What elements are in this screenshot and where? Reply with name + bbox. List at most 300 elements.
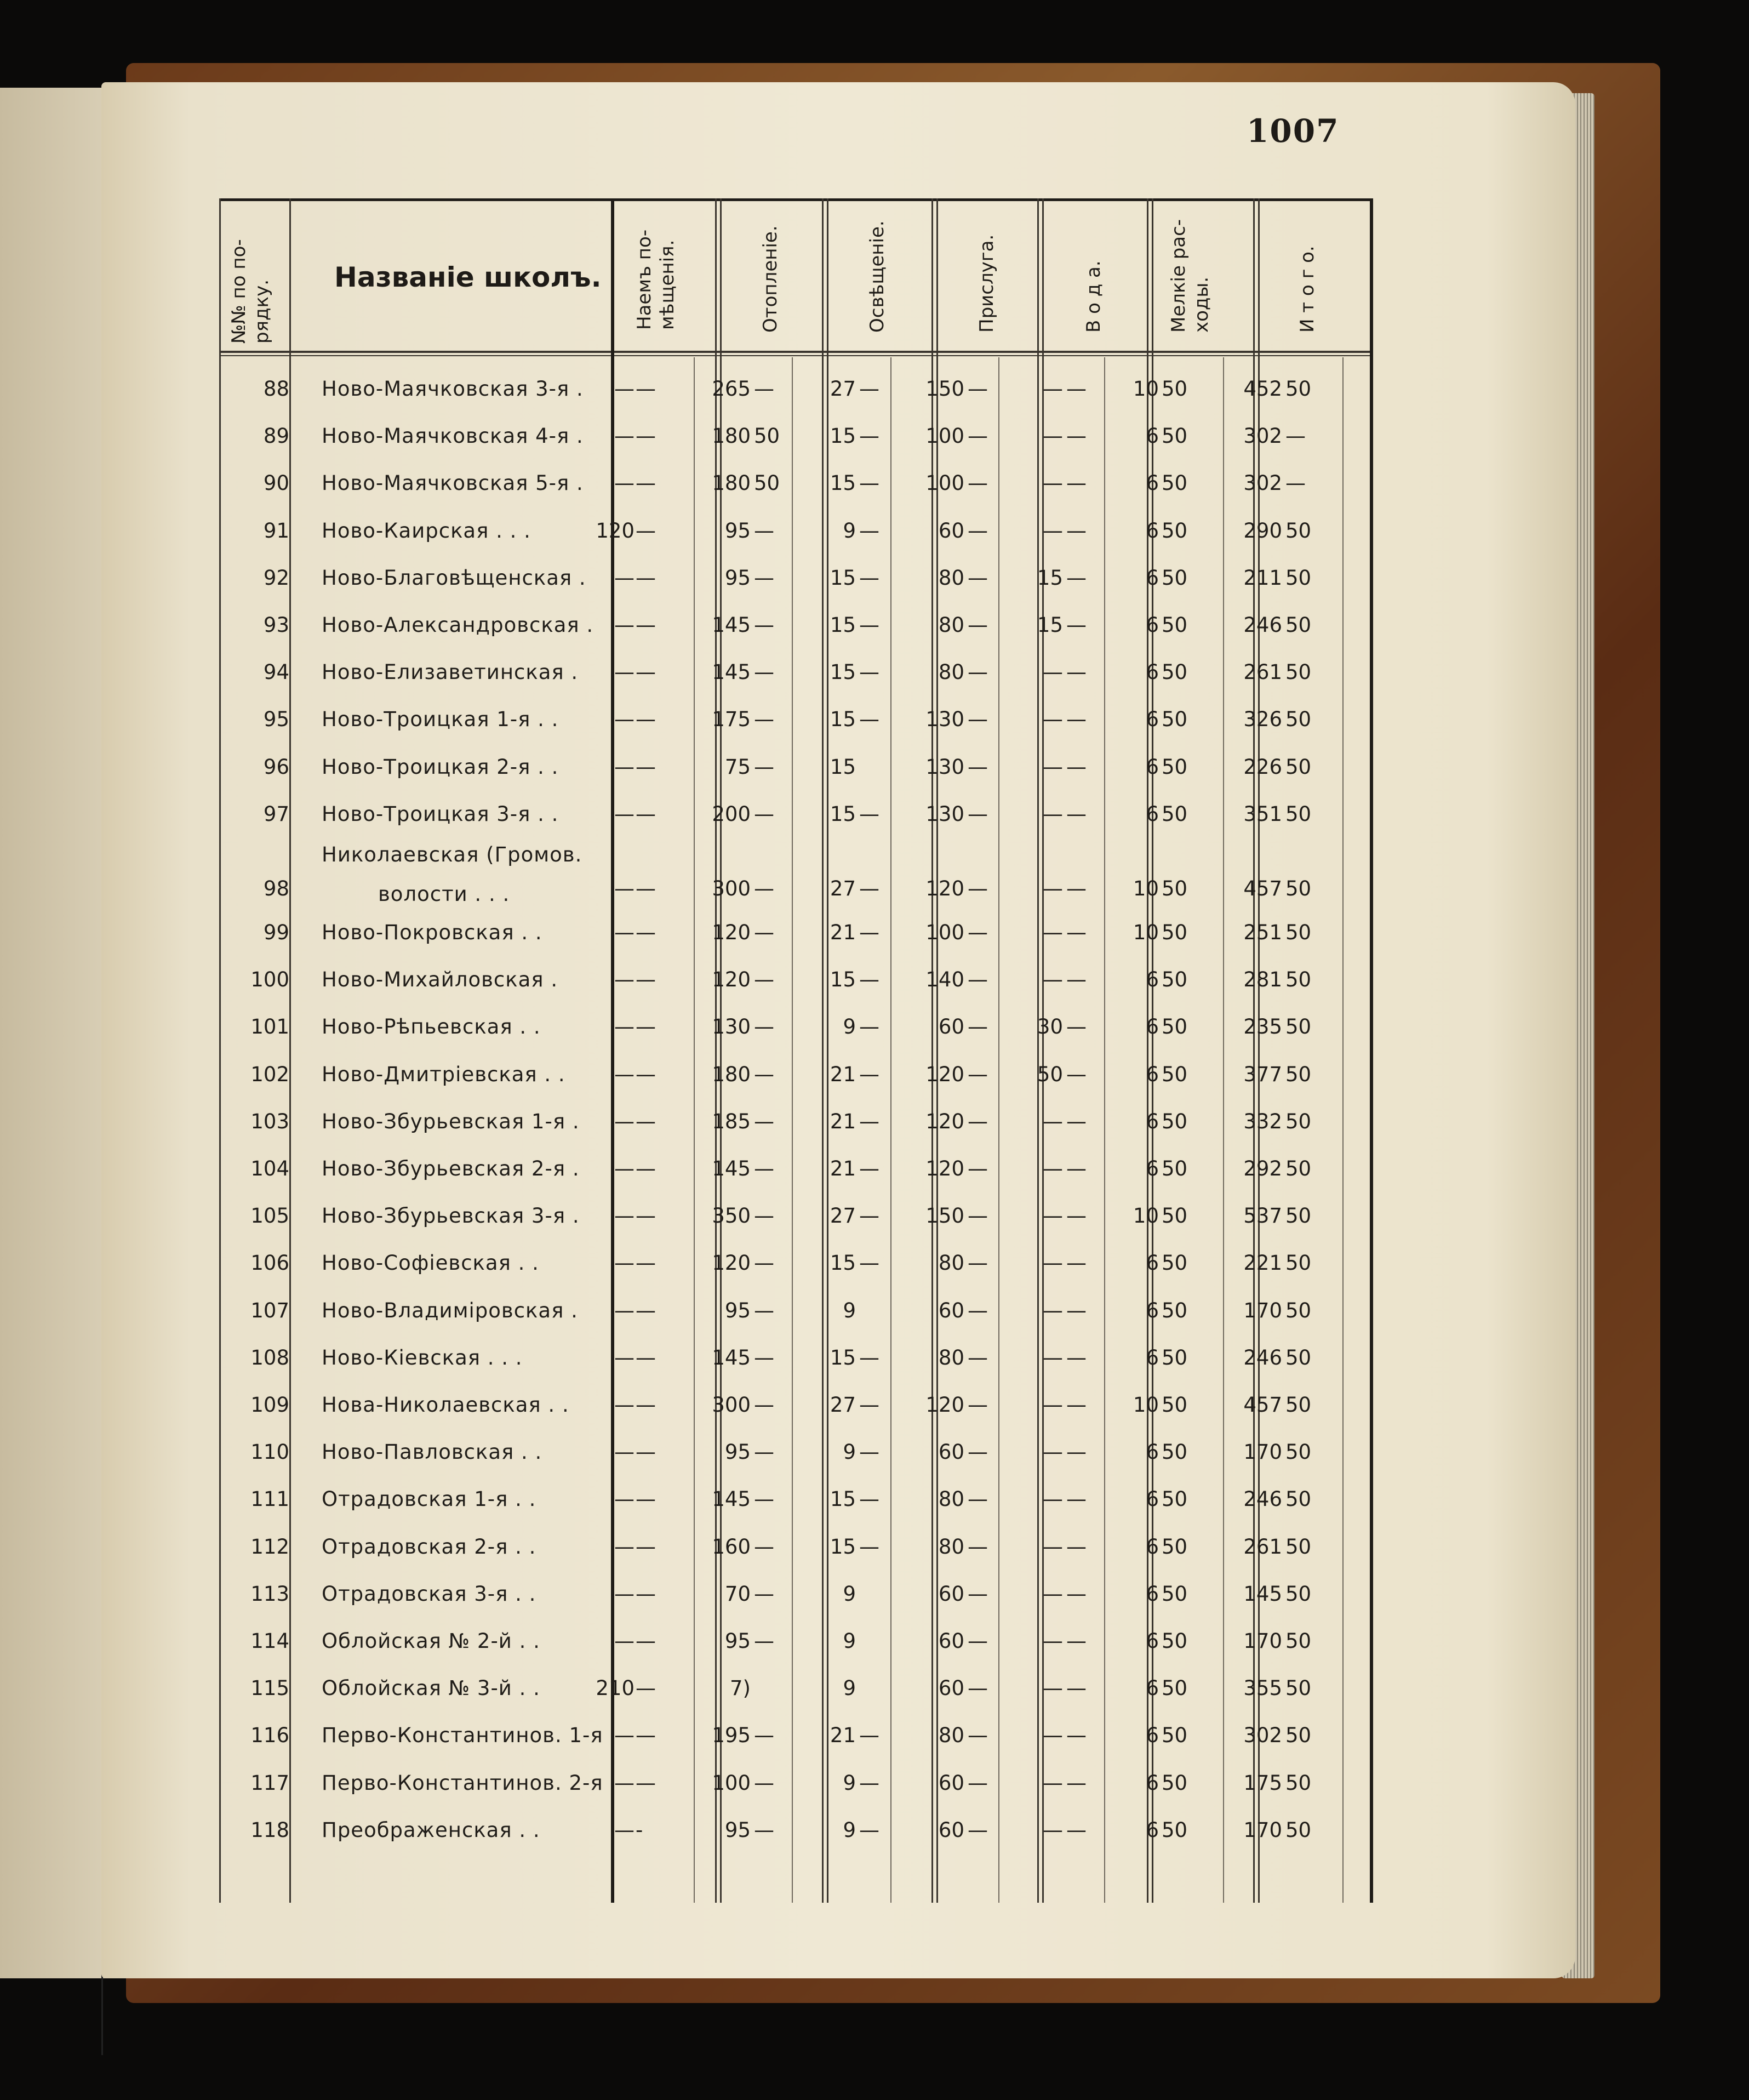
cell-serv: 150 <box>925 377 964 401</box>
cell-light-k: — <box>859 424 879 448</box>
table-row <box>219 1578 1370 1611</box>
cell-water: — <box>1043 660 1063 684</box>
cell-petty-k: 50 <box>1162 1109 1188 1133</box>
cell-petty: 6 <box>1146 1015 1159 1039</box>
cell-petty: 6 <box>1146 1629 1159 1653</box>
header-rule <box>219 351 1370 353</box>
table-row <box>219 703 1370 736</box>
cell-rent-k: — <box>636 660 656 684</box>
cell-heat-k: — <box>754 613 774 637</box>
table-row <box>219 751 1370 784</box>
cell-serv-k: — <box>968 1345 988 1369</box>
cell-rent-k: — <box>636 1109 656 1133</box>
cell-heat: 300 <box>712 1393 751 1417</box>
cell-water-k: — <box>1066 1487 1087 1511</box>
cell-petty: 6 <box>1146 566 1159 590</box>
school-expenses-table <box>219 198 1381 1903</box>
cell-total-k: 50 <box>1285 755 1312 779</box>
cell-petty: 6 <box>1146 1298 1159 1322</box>
cell-petty-k: 50 <box>1162 1534 1188 1559</box>
cell-serv: 140 <box>925 968 964 992</box>
cell-name: Ново-Каирская . . . <box>322 518 531 543</box>
table-row <box>219 843 1370 906</box>
cell-light-k: — <box>859 877 879 900</box>
cell-serv-k: — <box>968 424 988 448</box>
cell-serv: 60 <box>938 1629 964 1653</box>
header-heating: Отопленіе. <box>759 225 781 333</box>
cell-serv-k: — <box>968 1818 988 1842</box>
cell-n: 91 <box>263 518 289 543</box>
cell-n: 101 <box>250 1015 289 1039</box>
cell-light-k: — <box>859 1724 879 1748</box>
cell-light: 9 <box>843 1629 856 1653</box>
cell-water-k: — <box>1066 968 1087 992</box>
cell-heat: 95 <box>724 566 751 590</box>
table-top-rule <box>219 198 1370 201</box>
cell-heat-k: — <box>754 660 774 684</box>
table-row <box>219 1483 1370 1516</box>
cell-light: 21 <box>830 1109 856 1133</box>
cell-heat: 95 <box>724 518 751 543</box>
cell-name: Ново-Троицкая 3-я . . <box>322 802 559 826</box>
cell-rent-k: — <box>636 471 656 495</box>
cell-water: — <box>1043 1487 1063 1511</box>
cell-total-k: 50 <box>1285 660 1312 684</box>
cell-heat: 300 <box>712 877 751 900</box>
cell-n: 92 <box>263 566 289 590</box>
cell-water-k: — <box>1066 1204 1087 1228</box>
page-number: 1007 <box>1247 112 1340 150</box>
cell-n: 118 <box>250 1818 289 1842</box>
cell-serv: 60 <box>938 1298 964 1322</box>
cell-heat-k: — <box>754 1298 774 1322</box>
cell-name: Ново-Благовѣщенская . <box>322 566 586 590</box>
cell-n: 109 <box>250 1393 289 1417</box>
cell-light-k: — <box>859 518 879 543</box>
cell-serv: 130 <box>925 802 964 826</box>
cell-heat-k: 50 <box>754 424 780 448</box>
cell-name: Отрадовская 3-я . . <box>322 1582 536 1606</box>
cell-serv: 120 <box>925 1157 964 1180</box>
cell-total: 251 <box>1243 921 1282 944</box>
cell-petty-k: 50 <box>1162 1582 1188 1606</box>
cell-serv-k: — <box>968 1582 988 1606</box>
cell-n: 117 <box>250 1771 289 1795</box>
cell-name: Ново-Маячковская 3-я . <box>322 377 584 401</box>
cell-water: — <box>1043 377 1063 401</box>
cell-heat-k: — <box>754 968 774 992</box>
cell-serv-k: — <box>968 471 988 495</box>
cell-n: 104 <box>250 1157 289 1180</box>
cell-heat: 145 <box>712 1157 751 1180</box>
cell-total: 226 <box>1243 755 1282 779</box>
cell-petty: 6 <box>1146 1582 1159 1606</box>
cell-name: Ново-Александровская . <box>322 613 594 637</box>
cell-water: — <box>1043 1534 1063 1559</box>
cell-heat-k: — <box>754 1015 774 1039</box>
cell-light-k: — <box>859 1157 879 1180</box>
cell-rent: — <box>614 1582 635 1606</box>
cell-heat-k: — <box>754 1629 774 1653</box>
cell-heat: 350 <box>712 1204 751 1228</box>
cell-serv: 60 <box>938 1818 964 1842</box>
cell-rent: — <box>614 613 635 637</box>
cell-rent-k: — <box>636 613 656 637</box>
cell-water: 30 <box>1037 1015 1063 1039</box>
cell-petty: 6 <box>1146 1157 1159 1180</box>
cell-petty: 6 <box>1146 1487 1159 1511</box>
cell-light: 15 <box>830 424 856 448</box>
table-row <box>219 609 1370 642</box>
table-row <box>219 1105 1370 1138</box>
cell-total-k: 50 <box>1285 1771 1312 1795</box>
cell-water-k: — <box>1066 518 1087 543</box>
cell-total: 170 <box>1243 1818 1282 1842</box>
cell-rent: — <box>614 660 635 684</box>
cell-n: 95 <box>263 707 289 732</box>
cell-total: 261 <box>1243 660 1282 684</box>
cell-heat-k: — <box>754 1157 774 1180</box>
cell-heat: 95 <box>724 1440 751 1464</box>
cell-name: Ново-Павловская . . <box>322 1440 542 1464</box>
cell-water-k: — <box>1066 921 1087 944</box>
cell-water-k: — <box>1066 1015 1087 1039</box>
cell-n: 98 <box>263 877 289 900</box>
cell-light-k: — <box>859 1345 879 1369</box>
cell-light: 9 <box>843 1582 856 1606</box>
cell-rent: — <box>614 566 635 590</box>
header-petty-line2: ходы. <box>1191 276 1213 333</box>
cell-serv: 60 <box>938 1771 964 1795</box>
cell-name: Ново-Маячковская 5-я . <box>322 471 584 495</box>
cell-heat: 145 <box>712 660 751 684</box>
cell-total: 246 <box>1243 613 1282 637</box>
table-row <box>219 1436 1370 1469</box>
cell-serv-k: — <box>968 802 988 826</box>
cell-rent: — <box>614 1204 635 1228</box>
header-total: И т о г о. <box>1296 246 1318 333</box>
cell-n: 103 <box>250 1109 289 1133</box>
cell-total: 457 <box>1243 1393 1282 1417</box>
cell-heat-k: — <box>754 1487 774 1511</box>
cell-heat-k: — <box>754 1345 774 1369</box>
table-row <box>219 420 1370 453</box>
cell-petty: 6 <box>1146 471 1159 495</box>
cell-n: 97 <box>263 802 289 826</box>
cell-water-k: — <box>1066 1582 1087 1606</box>
cell-light: 9 <box>843 1771 856 1795</box>
cell-water-k: — <box>1066 566 1087 590</box>
cell-serv-k: — <box>968 755 988 779</box>
cell-water: 50 <box>1037 1062 1063 1086</box>
cell-water: — <box>1043 968 1063 992</box>
cell-petty-k: 50 <box>1162 802 1188 826</box>
cell-water-k: — <box>1066 1062 1087 1086</box>
cell-rent: — <box>614 802 635 826</box>
cell-rent: — <box>614 1393 635 1417</box>
cell-petty-k: 50 <box>1162 471 1188 495</box>
cell-light-k: — <box>859 1015 879 1039</box>
cell-rent-k: — <box>636 566 656 590</box>
cell-serv: 80 <box>938 1345 964 1369</box>
cell-serv-k: — <box>968 1487 988 1511</box>
cell-serv: 60 <box>938 1015 964 1039</box>
cell-total-k: 50 <box>1285 613 1312 637</box>
cell-rent: — <box>614 1440 635 1464</box>
cell-light-k: — <box>859 968 879 992</box>
cell-light: 21 <box>830 1157 856 1180</box>
cell-water-k: — <box>1066 1676 1087 1700</box>
cell-petty: 10 <box>1133 1393 1159 1417</box>
cell-petty: 6 <box>1146 1345 1159 1369</box>
cell-light: 15 <box>830 802 856 826</box>
header-petty <box>1167 219 1213 333</box>
cell-water: — <box>1043 921 1063 944</box>
cell-water-k: — <box>1066 1109 1087 1133</box>
cell-water-k: — <box>1066 1724 1087 1748</box>
cell-heat-k: — <box>754 1109 774 1133</box>
cell-petty: 6 <box>1146 802 1159 826</box>
cell-heat-k: — <box>754 1393 774 1417</box>
cell-water-k: — <box>1066 1818 1087 1842</box>
cell-name: Отрадовская 1-я . . <box>322 1487 536 1511</box>
cell-n: 106 <box>250 1251 289 1275</box>
header-rent-line1: Наемъ по- <box>633 229 655 330</box>
cell-water: — <box>1043 1771 1063 1795</box>
cell-serv-k: — <box>968 877 988 900</box>
cell-water-k: — <box>1066 424 1087 448</box>
table-row <box>219 1672 1370 1705</box>
cell-total: 537 <box>1243 1204 1282 1228</box>
cell-n: 96 <box>263 755 289 779</box>
cell-rent: — <box>614 1534 635 1559</box>
cell-name: Отрадовская 2-я . . <box>322 1534 536 1559</box>
cell-total: 175 <box>1243 1771 1282 1795</box>
cell-petty: 10 <box>1133 377 1159 401</box>
cell-water-k: — <box>1066 1629 1087 1653</box>
cell-rent-k: — <box>636 755 656 779</box>
cell-total: 452 <box>1243 377 1282 401</box>
cell-serv-k: — <box>968 921 988 944</box>
cell-rent-k: — <box>636 1015 656 1039</box>
cell-petty-k: 50 <box>1162 1818 1188 1842</box>
cell-petty-k: 50 <box>1162 1676 1188 1700</box>
cell-name: Преображенская . . <box>322 1818 540 1842</box>
cell-n: 116 <box>250 1724 289 1748</box>
cell-name: Николаевская (Громов. <box>322 843 582 866</box>
cell-petty: 10 <box>1133 877 1159 900</box>
cell-petty-k: 50 <box>1162 1251 1188 1275</box>
cell-heat: 120 <box>712 921 751 944</box>
cell-serv: 80 <box>938 1724 964 1748</box>
cell-light-k: — <box>859 1487 879 1511</box>
cell-petty: 6 <box>1146 1534 1159 1559</box>
cell-water: — <box>1043 1204 1063 1228</box>
cell-rent: — <box>614 1487 635 1511</box>
cell-rent-k: — <box>636 968 656 992</box>
cell-rent: — <box>614 1818 635 1842</box>
cell-heat-k: — <box>754 1771 774 1795</box>
cell-petty: 6 <box>1146 613 1159 637</box>
cell-water: — <box>1043 1676 1063 1700</box>
cell-total: 170 <box>1243 1629 1282 1653</box>
header-service: Прислуга. <box>976 234 998 333</box>
cell-total-k: 50 <box>1285 1109 1312 1133</box>
cell-light: 15 <box>830 471 856 495</box>
cell-water: — <box>1043 1629 1063 1653</box>
cell-rent: — <box>614 1157 635 1180</box>
cell-serv: 80 <box>938 1534 964 1559</box>
cell-water: — <box>1043 1724 1063 1748</box>
table-row <box>219 562 1370 595</box>
cell-water-k: — <box>1066 1393 1087 1417</box>
cell-heat-k: — <box>754 1440 774 1464</box>
left-page-rule <box>0 290 103 2055</box>
cell-serv-k: — <box>968 1724 988 1748</box>
cell-total-k: 50 <box>1285 1015 1312 1039</box>
cell-total: 302 <box>1243 471 1282 495</box>
cell-serv-k: — <box>968 1204 988 1228</box>
cell-total-k: 50 <box>1285 566 1312 590</box>
cell-total: 302 <box>1243 1724 1282 1748</box>
table-row <box>219 1294 1370 1327</box>
cell-rent-k: — <box>636 1487 656 1511</box>
cell-serv: 60 <box>938 1676 964 1700</box>
cell-rent: 120 <box>596 518 635 543</box>
cell-petty-k: 50 <box>1162 1157 1188 1180</box>
cell-serv: 60 <box>938 1440 964 1464</box>
cell-n: 89 <box>263 424 289 448</box>
cell-rent: — <box>614 1724 635 1748</box>
table-row <box>219 1011 1370 1043</box>
table-row <box>219 1767 1370 1800</box>
cell-heat-k: — <box>754 802 774 826</box>
cell-light-k: — <box>859 1109 879 1133</box>
cell-rent-k: — <box>636 1062 656 1086</box>
cell-light: 15 <box>830 1534 856 1559</box>
cell-serv: 80 <box>938 1251 964 1275</box>
cell-serv: 120 <box>925 1109 964 1133</box>
cell-heat: 75 <box>724 755 751 779</box>
cell-petty: 6 <box>1146 1062 1159 1086</box>
cell-petty-k: 50 <box>1162 660 1188 684</box>
table-row <box>219 1200 1370 1232</box>
cell-water: — <box>1043 1109 1063 1133</box>
cell-petty-k: 50 <box>1162 1062 1188 1086</box>
cell-rent-k: - <box>636 1818 643 1842</box>
cell-light: 15 <box>830 613 856 637</box>
cell-serv-k: — <box>968 707 988 732</box>
cell-n: 112 <box>250 1534 289 1559</box>
cell-serv: 120 <box>925 877 964 900</box>
cell-serv-k: — <box>968 1393 988 1417</box>
cell-water: — <box>1043 518 1063 543</box>
cell-water-k: — <box>1066 1345 1087 1369</box>
cell-rent-k: — <box>636 1157 656 1180</box>
cell-total-k: — <box>1285 424 1306 448</box>
cell-total-k: 50 <box>1285 1062 1312 1086</box>
header-rent-line2: мѣщенія. <box>656 239 678 330</box>
cell-rent: — <box>614 377 635 401</box>
cell-total-k: — <box>1285 471 1306 495</box>
cell-n: 105 <box>250 1204 289 1228</box>
cell-rent: — <box>614 1015 635 1039</box>
cell-n: 108 <box>250 1345 289 1369</box>
cell-light: 9 <box>843 1298 856 1322</box>
cell-light: 9 <box>843 1015 856 1039</box>
cell-light-k: — <box>859 660 879 684</box>
cell-heat-k: — <box>754 1818 774 1842</box>
cell-water-k: — <box>1066 877 1087 900</box>
cell-petty-k: 50 <box>1162 613 1188 637</box>
cell-name: Облойская № 3-й . . <box>322 1676 540 1700</box>
cell-total: 302 <box>1243 424 1282 448</box>
cell-total: 332 <box>1243 1109 1282 1133</box>
cell-total: 170 <box>1243 1440 1282 1464</box>
cell-light-k: — <box>859 1393 879 1417</box>
cell-petty-k: 50 <box>1162 1487 1188 1511</box>
table-row <box>219 467 1370 500</box>
cell-name: Ново-Михайловская . <box>322 968 558 992</box>
cell-light-k: — <box>859 471 879 495</box>
cell-serv: 60 <box>938 518 964 543</box>
cell-heat-k: — <box>754 921 774 944</box>
cell-rent-k: — <box>636 1345 656 1369</box>
cell-water: 15 <box>1037 613 1063 637</box>
cell-rent: — <box>614 1629 635 1653</box>
cell-light-k: — <box>859 1534 879 1559</box>
cell-light: 15 <box>830 1345 856 1369</box>
cell-serv-k: — <box>968 1157 988 1180</box>
cell-heat-k: — <box>754 518 774 543</box>
cell-name: Нова-Николаевская . . <box>322 1393 569 1417</box>
cell-name: Ново-Дмитріевская . . <box>322 1062 565 1086</box>
cell-name: Перво-Константинов. 2-я <box>322 1771 603 1795</box>
cell-serv: 60 <box>938 1582 964 1606</box>
cell-rent: — <box>614 1771 635 1795</box>
cell-serv: 100 <box>925 424 964 448</box>
cell-heat: 120 <box>712 968 751 992</box>
cell-serv-k: — <box>968 377 988 401</box>
cell-water-k: — <box>1066 660 1087 684</box>
cell-water-k: — <box>1066 1440 1087 1464</box>
cell-rent: — <box>614 424 635 448</box>
table-row <box>219 1389 1370 1422</box>
cell-light: 9 <box>843 1818 856 1842</box>
cell-water: 15 <box>1037 566 1063 590</box>
cell-water-k: — <box>1066 1157 1087 1180</box>
cell-total-k: 50 <box>1285 1345 1312 1369</box>
cell-serv-k: — <box>968 1676 988 1700</box>
cell-light-k: — <box>859 802 879 826</box>
cell-total-k: 50 <box>1285 377 1312 401</box>
cell-total-k: 50 <box>1285 1251 1312 1275</box>
cell-rent-k: — <box>636 1251 656 1275</box>
cell-serv: 80 <box>938 660 964 684</box>
cell-name: Ново-Троицкая 2-я . . <box>322 755 559 779</box>
cell-rent-k: — <box>636 1204 656 1228</box>
cell-total: 377 <box>1243 1062 1282 1086</box>
cell-heat-k: — <box>754 1062 774 1086</box>
cell-total: 351 <box>1243 802 1282 826</box>
cell-serv-k: — <box>968 1534 988 1559</box>
table-row <box>219 1342 1370 1374</box>
cell-total-k: 50 <box>1285 802 1312 826</box>
cell-rent: — <box>614 1298 635 1322</box>
cell-light: 15 <box>830 566 856 590</box>
cell-light: 27 <box>830 877 856 900</box>
cell-light: 21 <box>830 921 856 944</box>
